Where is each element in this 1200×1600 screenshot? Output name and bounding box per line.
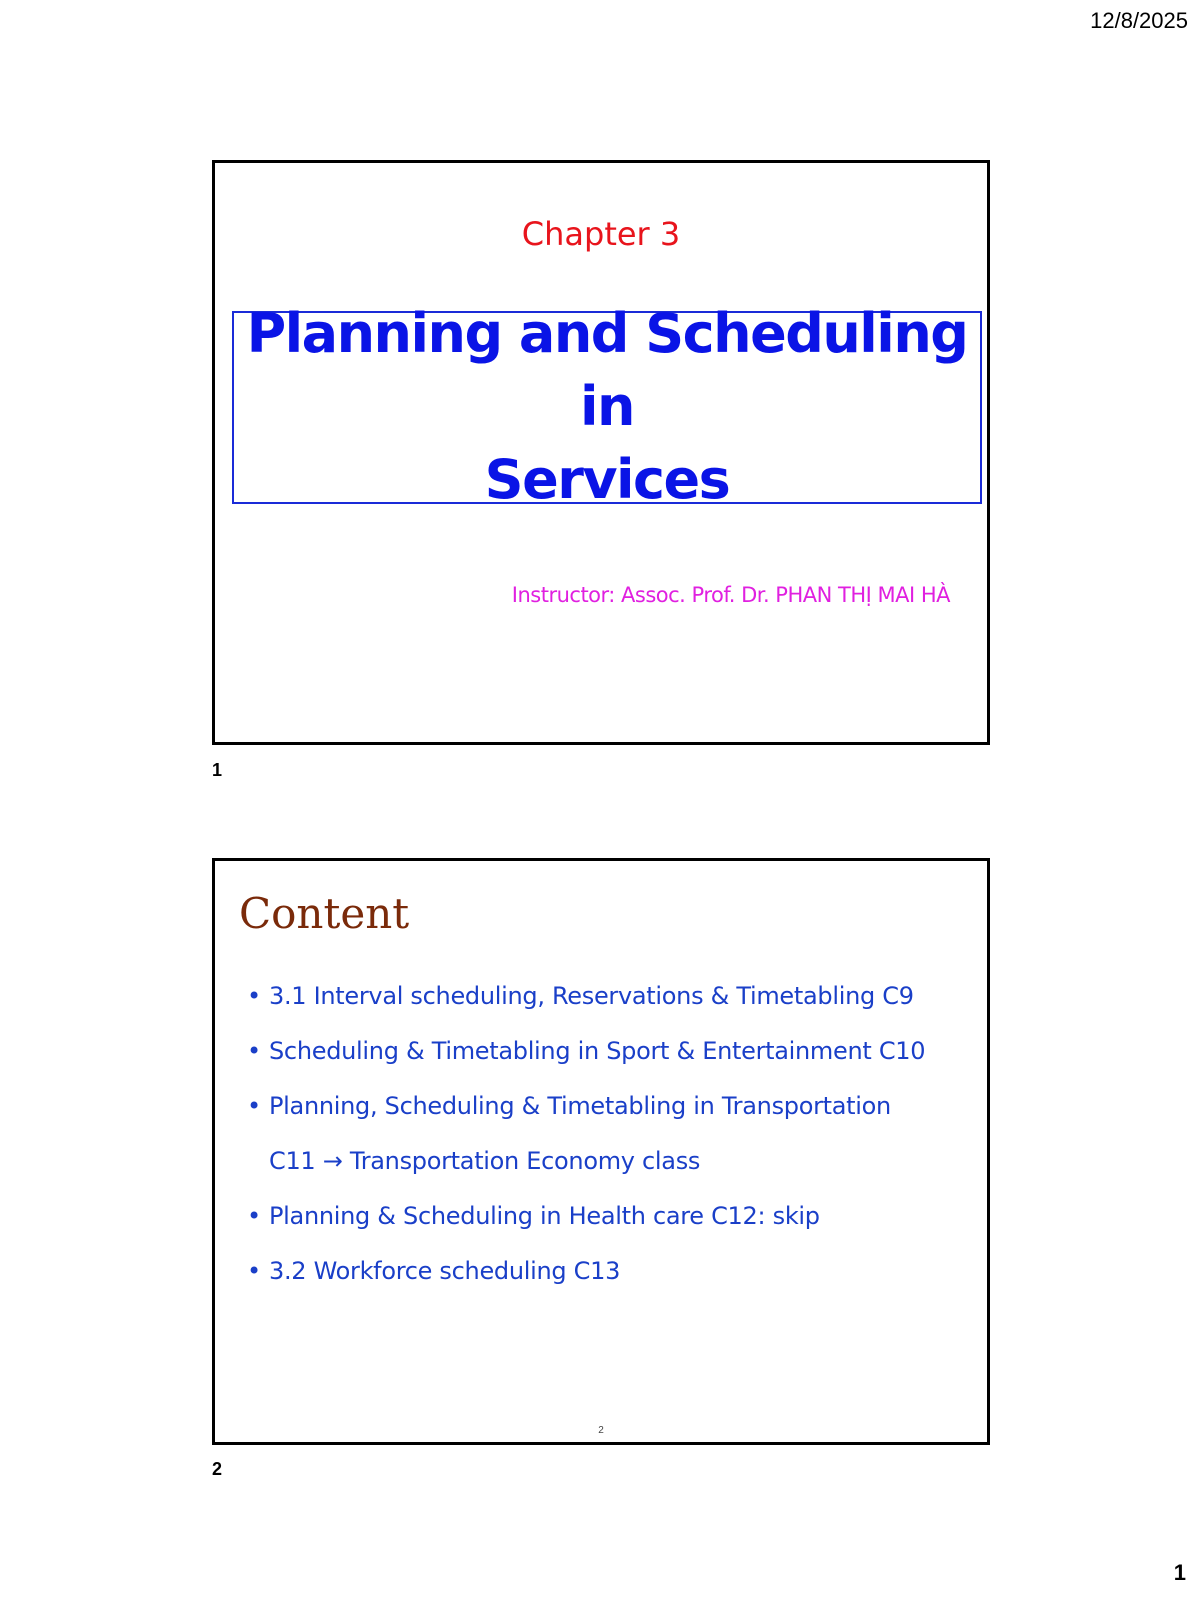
list-item-text: Scheduling & Timetabling in Sport & Entertainment C10	[269, 1037, 926, 1065]
list-item-text: 3.2 Workforce scheduling C13	[269, 1257, 621, 1285]
list-item-text: Planning, Scheduling & Timetabling in Transportation	[269, 1092, 891, 1120]
bullet-icon: •	[247, 1037, 261, 1065]
slide-inner-number: 2	[598, 1425, 604, 1436]
page-number: 1	[1173, 1560, 1186, 1585]
chapter-label: Chapter 3	[521, 215, 681, 253]
slide-2	[212, 858, 990, 1445]
list-item	[247, 1244, 959, 1299]
title-box	[232, 302, 982, 511]
slide-title-line1: Planning and Scheduling in	[246, 302, 968, 439]
slide-number-1: 1	[212, 760, 223, 780]
bullet-icon: •	[247, 982, 261, 1010]
list-item-text: Planning & Scheduling in Health care C12: skip	[269, 1202, 820, 1230]
list-item-text: 3.1 Interval scheduling, Reservations & Timetabling C9	[269, 982, 914, 1010]
list-item	[247, 969, 959, 1024]
content-list	[247, 969, 959, 1299]
print-date: 12/8/2025	[1090, 8, 1188, 33]
bullet-icon: •	[247, 1092, 261, 1120]
bullet-icon: •	[247, 1257, 261, 1285]
slide-title-line2: Services	[484, 447, 730, 511]
instructor-label: Instructor: Assoc. Prof. Dr. PHAN THỊ MAI HÀ	[511, 583, 950, 607]
list-item	[247, 1189, 959, 1244]
slide-1	[212, 160, 990, 745]
list-item	[247, 1079, 959, 1189]
content-heading: Content	[239, 889, 410, 938]
list-item-continuation: C11 → Transportation Economy class	[269, 1147, 701, 1175]
bullet-icon: •	[247, 1202, 261, 1230]
list-item	[247, 1024, 959, 1079]
slide-title	[234, 298, 980, 517]
slide-number-2: 2	[212, 1459, 223, 1479]
